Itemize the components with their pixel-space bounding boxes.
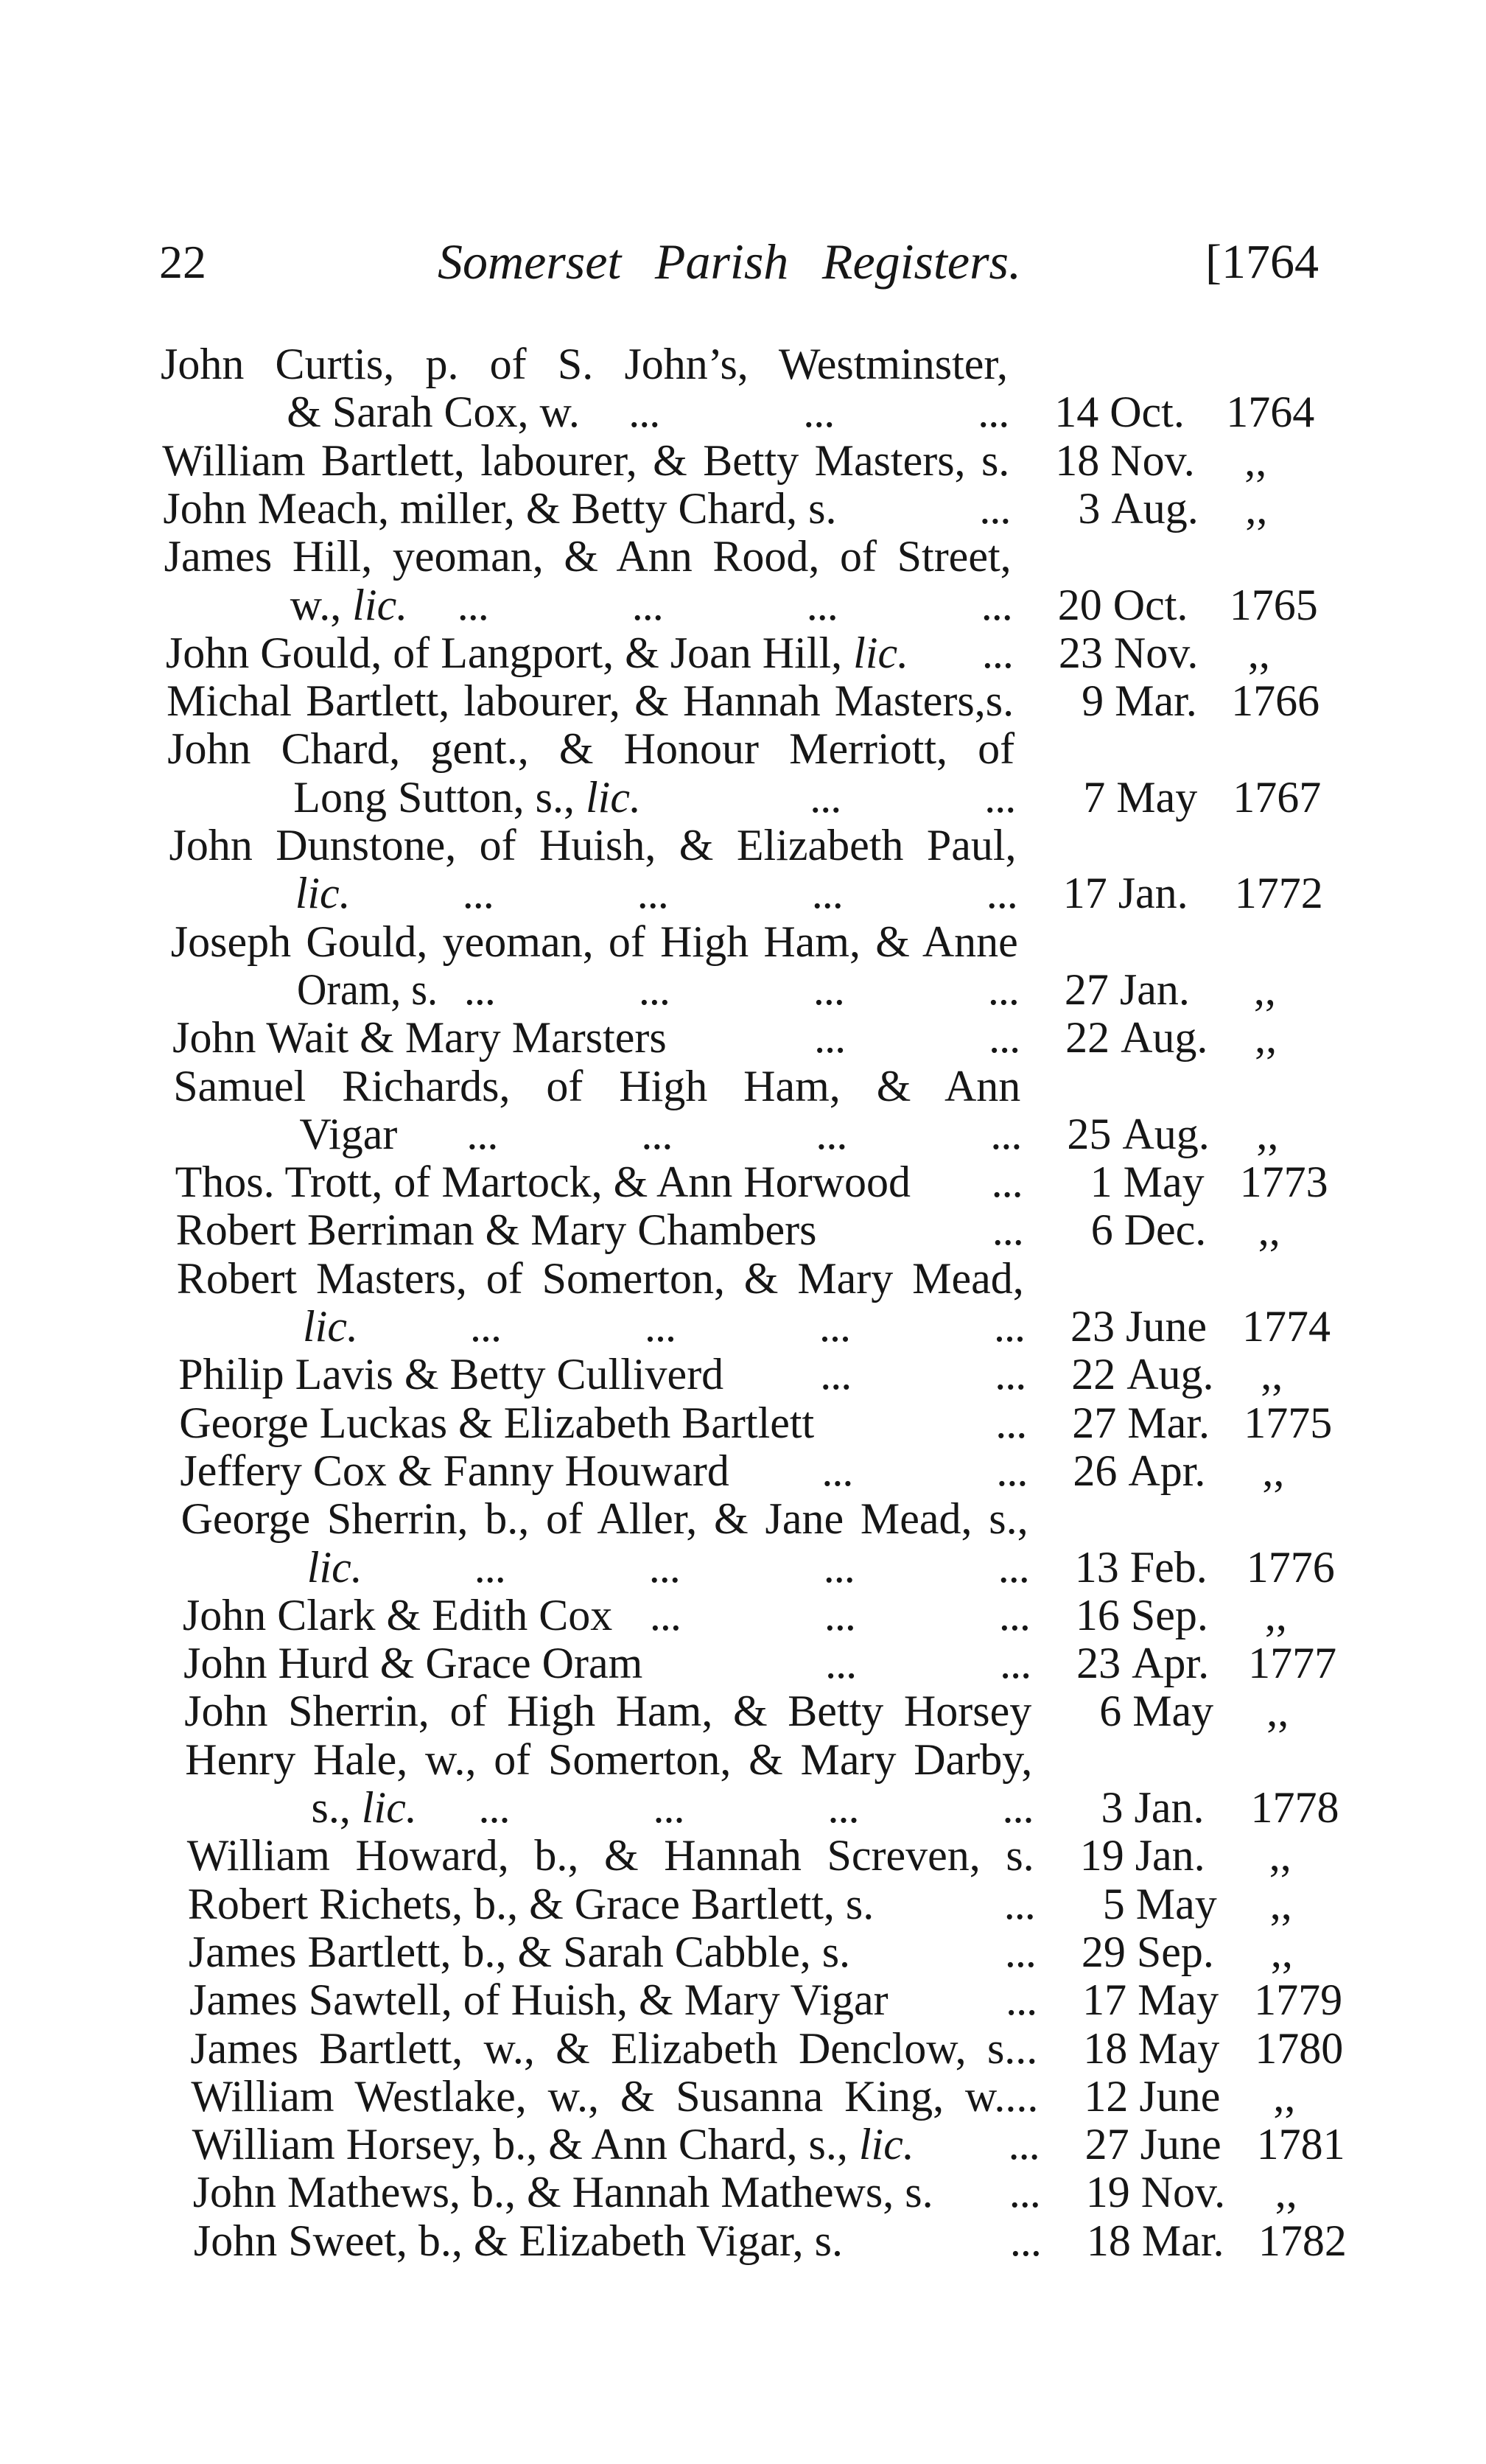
entry-names: Robert Richets, b., & Grace Bartlett, s. bbox=[187, 1879, 875, 1928]
dot-leader: ... bbox=[824, 1590, 855, 1639]
date-month: Mar. bbox=[1127, 1398, 1210, 1447]
entry-names: John Curtis, p. of S. John’s, Westminster, bbox=[161, 340, 1008, 388]
entry-text bbox=[295, 869, 351, 917]
date-day: 9 bbox=[1082, 676, 1104, 726]
entry-names: Philip Lavis & Betty Culliverd bbox=[178, 1350, 724, 1399]
licence-abbreviation: lic. bbox=[853, 628, 909, 677]
register-entry-line bbox=[188, 1880, 1367, 1928]
entry-text bbox=[185, 1736, 1032, 1784]
date-day: 14 bbox=[1054, 388, 1099, 437]
date-day: 27 bbox=[1064, 965, 1109, 1014]
date-year: 1775 bbox=[1244, 1398, 1333, 1447]
entry-text bbox=[162, 437, 1009, 485]
date-day: 6 bbox=[1099, 1687, 1122, 1736]
register-entry-line bbox=[187, 1832, 1366, 1880]
date-day: 23 bbox=[1070, 1302, 1115, 1351]
date-day: 12 bbox=[1084, 2071, 1129, 2121]
date-year: 1780 bbox=[1255, 2023, 1344, 2073]
entry-text bbox=[166, 629, 908, 677]
register-entry-line-continued bbox=[185, 1736, 1364, 1784]
register-entry-line bbox=[165, 581, 1344, 629]
entry-text bbox=[177, 1255, 1024, 1303]
date-day: 7 bbox=[1083, 772, 1106, 822]
date-month: May bbox=[1132, 1687, 1214, 1736]
register-entry-line bbox=[183, 1639, 1362, 1687]
entry-text bbox=[192, 2121, 914, 2169]
entry-text bbox=[181, 1495, 1028, 1543]
register-entry-line-continued bbox=[181, 1495, 1360, 1543]
register-entry-line bbox=[189, 1976, 1368, 2024]
date-month: Oct. bbox=[1112, 580, 1188, 629]
date-month: May bbox=[1116, 772, 1198, 822]
date-month: Jan. bbox=[1118, 869, 1188, 918]
dot-leader: ... bbox=[649, 1590, 681, 1639]
dot-leader: ... bbox=[1006, 1975, 1037, 2025]
entry-text bbox=[178, 1351, 723, 1399]
register-entry-line bbox=[189, 1928, 1367, 1976]
dot-leader: ... bbox=[648, 1542, 680, 1592]
date-day: 22 bbox=[1065, 1013, 1110, 1063]
entry-names: John Mathews, b., & Hannah Mathews, s. bbox=[192, 2168, 933, 2217]
entry-text bbox=[176, 1206, 817, 1254]
date-month: May bbox=[1123, 1158, 1205, 1207]
register-entry-line bbox=[190, 2025, 1369, 2073]
date-year: 1765 bbox=[1229, 580, 1318, 629]
dot-leader: ... bbox=[998, 1542, 1029, 1592]
dot-leader: ... bbox=[1009, 2168, 1040, 2217]
page-number: 22 bbox=[159, 236, 206, 288]
register-entry-line bbox=[194, 2217, 1373, 2265]
date-day: 22 bbox=[1071, 1350, 1116, 1399]
entry-text bbox=[303, 1303, 358, 1351]
date-month: Aug. bbox=[1111, 483, 1199, 533]
entry-names: Henry Hale, w., of Somerton, & Mary Darby, bbox=[185, 1735, 1033, 1784]
date-month: Jan. bbox=[1134, 1783, 1205, 1832]
dot-leader: ... bbox=[462, 869, 494, 918]
dot-leader: ... bbox=[457, 580, 488, 629]
date-year: 1774 bbox=[1242, 1302, 1331, 1351]
entry-text bbox=[290, 581, 407, 629]
ditto-mark: ,, bbox=[1255, 1013, 1278, 1063]
register-entry-line bbox=[180, 1447, 1359, 1495]
dot-leader: ... bbox=[816, 1109, 847, 1158]
register-entry-line bbox=[166, 629, 1345, 677]
entry-names: John Sherrin, of High Ham, & Betty Horsey bbox=[184, 1687, 1032, 1736]
date-month: May bbox=[1138, 2023, 1220, 2073]
ditto-mark: ,, bbox=[1261, 1350, 1283, 1399]
entry-names: James Sawtell, of Huish, & Mary Vigar bbox=[189, 1975, 889, 2025]
entry-names: Michal Bartlett, labourer, & Hannah Masters,s. bbox=[167, 676, 1014, 726]
entry-text bbox=[297, 966, 438, 1014]
entry-names: Vigar bbox=[299, 1109, 398, 1158]
date-day: 18 bbox=[1086, 2216, 1131, 2265]
entry-text bbox=[164, 533, 1012, 581]
date-month: Sep. bbox=[1130, 1590, 1208, 1639]
date-month: Feb. bbox=[1129, 1542, 1208, 1592]
entry-text bbox=[191, 2073, 1038, 2121]
entry-names: John Wait & Mary Marsters bbox=[172, 1013, 667, 1063]
licence-abbreviation: lic. bbox=[352, 580, 408, 629]
ditto-mark: ,, bbox=[1247, 628, 1270, 677]
dot-leader: ... bbox=[995, 1398, 1027, 1447]
date-day: 19 bbox=[1085, 2168, 1130, 2217]
ditto-mark: ,, bbox=[1275, 2168, 1297, 2217]
entry-text bbox=[163, 485, 836, 533]
dot-leader: ... bbox=[806, 580, 838, 629]
dot-leader: ... bbox=[994, 1302, 1025, 1351]
entry-names: Jeffery Cox & Fanny Houward bbox=[180, 1446, 729, 1495]
dot-leader: ... bbox=[996, 1446, 1028, 1495]
dot-leader: ... bbox=[466, 1109, 498, 1158]
register-entry-line bbox=[172, 966, 1350, 1014]
date-day: 18 bbox=[1083, 2023, 1128, 2073]
date-year: 1779 bbox=[1254, 1975, 1343, 2025]
licence-abbreviation: lic. bbox=[858, 2120, 914, 2169]
register-entry-line-continued bbox=[161, 340, 1339, 388]
entry-text bbox=[307, 1544, 362, 1592]
entry-names: & Sarah Cox, w. bbox=[287, 388, 580, 437]
dot-leader: ... bbox=[1004, 1927, 1036, 1976]
entry-names: William Bartlett, labourer, & Betty Masters, s. bbox=[162, 435, 1010, 485]
dot-leader: ... bbox=[641, 1109, 673, 1158]
entry-names: Joseph Gould, yeoman, of High Ham, & Anne bbox=[170, 917, 1018, 966]
date-month: Jan. bbox=[1119, 965, 1190, 1014]
date-year: 1766 bbox=[1231, 676, 1320, 726]
date-month: Sep. bbox=[1136, 1927, 1214, 1976]
register-entry-line bbox=[179, 1399, 1358, 1447]
entry-text bbox=[167, 725, 1014, 773]
dot-leader: ... bbox=[1008, 2120, 1040, 2169]
register-entry-line bbox=[182, 1544, 1361, 1592]
dot-leader: ... bbox=[827, 1783, 859, 1832]
date-year: 1781 bbox=[1256, 2120, 1345, 2169]
dot-leader: ... bbox=[995, 1350, 1026, 1399]
ditto-mark: ,, bbox=[1258, 1205, 1280, 1255]
register-entry-line bbox=[167, 677, 1345, 725]
entry-text bbox=[161, 340, 1008, 388]
register-entry-line-continued bbox=[169, 822, 1348, 869]
date-month: June bbox=[1139, 2071, 1221, 2121]
entry-names: Robert Masters, of Somerton, & Mary Mead, bbox=[176, 1253, 1024, 1303]
entry-names: John Dunstone, of Huish, & Elizabeth Paul, bbox=[169, 821, 1017, 869]
register-entry-line bbox=[175, 1158, 1354, 1206]
register-entry-line bbox=[161, 388, 1340, 436]
dot-leader: ... bbox=[814, 1013, 846, 1063]
entry-text bbox=[167, 677, 1014, 725]
entry-names: George Luckas & Elizabeth Bartlett bbox=[179, 1398, 815, 1447]
date-day: 20 bbox=[1057, 580, 1102, 629]
entry-names: William Horsey, b., & Ann Chard, s., bbox=[192, 2120, 859, 2169]
dot-leader: ... bbox=[825, 1639, 857, 1688]
date-month: May bbox=[1138, 1975, 1219, 2025]
date-day: 13 bbox=[1074, 1542, 1119, 1592]
dot-leader: ... bbox=[821, 1446, 853, 1495]
entry-text bbox=[312, 1784, 417, 1832]
date-day: 19 bbox=[1079, 1831, 1124, 1880]
entry-text bbox=[172, 1014, 667, 1062]
dot-leader: ... bbox=[998, 1590, 1030, 1639]
entry-text bbox=[190, 2025, 1037, 2073]
dot-leader: ... bbox=[811, 869, 843, 918]
date-month: Mar. bbox=[1141, 2216, 1224, 2265]
entry-text bbox=[187, 1832, 1034, 1880]
dot-leader: ... bbox=[478, 1783, 510, 1832]
ditto-mark: ,, bbox=[1256, 1109, 1279, 1158]
date-day: 16 bbox=[1075, 1590, 1120, 1639]
date-month: Jan. bbox=[1135, 1831, 1205, 1880]
date-day: 27 bbox=[1072, 1398, 1117, 1447]
entry-text bbox=[299, 1110, 397, 1158]
date-year: 1772 bbox=[1234, 869, 1323, 918]
entry-text bbox=[171, 918, 1018, 966]
dot-leader: ... bbox=[979, 483, 1011, 533]
entry-names: James Hill, yeoman, & Ann Rood, of Street, bbox=[164, 532, 1012, 581]
entry-names: William Howard, b., & Hannah Screven, s. bbox=[186, 1831, 1034, 1880]
entry-text bbox=[180, 1447, 729, 1495]
entry-text bbox=[193, 2169, 933, 2216]
date-day: 29 bbox=[1081, 1927, 1126, 1976]
entry-text bbox=[173, 1063, 1020, 1110]
register-entry-line-continued bbox=[164, 533, 1343, 581]
date-month: Dec. bbox=[1124, 1205, 1207, 1255]
entry-text bbox=[189, 1928, 850, 1976]
register-entry-line bbox=[162, 437, 1341, 485]
dot-leader: ... bbox=[645, 1302, 676, 1351]
ditto-mark: ,, bbox=[1269, 1879, 1292, 1928]
entry-text bbox=[188, 1880, 874, 1928]
entry-names: James Bartlett, b., & Sarah Cabble, s. bbox=[188, 1927, 851, 1976]
dot-leader: ... bbox=[987, 965, 1019, 1014]
dot-leader: ... bbox=[981, 628, 1013, 677]
date-year: 1776 bbox=[1246, 1542, 1335, 1592]
date-day: 3 bbox=[1101, 1783, 1124, 1832]
register-entry-line-continued bbox=[171, 918, 1350, 966]
entry-names: James Bartlett, w., & Elizabeth Denclow, s... bbox=[190, 2023, 1038, 2073]
date-day: 23 bbox=[1076, 1639, 1121, 1688]
entry-text bbox=[184, 1687, 1031, 1735]
licence-abbreviation: lic. bbox=[303, 1302, 358, 1351]
ditto-mark: ,, bbox=[1269, 1831, 1292, 1880]
entry-names: Long Sutton, s., bbox=[293, 772, 586, 822]
entry-names: John Gould, of Langport, & Joan Hill, bbox=[165, 628, 854, 677]
entry-names: John Hurd & Grace Oram bbox=[183, 1639, 643, 1688]
entry-text bbox=[183, 1639, 642, 1687]
register-entry-line-continued bbox=[173, 1063, 1352, 1110]
year-marker: [1764 bbox=[1205, 235, 1319, 289]
entry-text bbox=[293, 774, 641, 822]
date-month: Nov. bbox=[1113, 628, 1199, 677]
entry-names: John Chard, gent., & Honour Merriott, of bbox=[167, 724, 1015, 774]
date-year: 1778 bbox=[1250, 1783, 1339, 1832]
dot-leader: ... bbox=[474, 1542, 505, 1592]
ditto-mark: ,, bbox=[1266, 1687, 1289, 1736]
date-month: Aug. bbox=[1121, 1013, 1208, 1063]
dot-leader: ... bbox=[986, 869, 1017, 918]
dot-leader: ... bbox=[810, 772, 841, 822]
date-month: Nov. bbox=[1140, 2168, 1226, 2217]
date-year: 1782 bbox=[1258, 2216, 1347, 2265]
register-entry-line bbox=[176, 1206, 1355, 1254]
dot-leader: ... bbox=[984, 772, 1016, 822]
date-day: 3 bbox=[1078, 483, 1101, 533]
running-title: Somerset Parish Registers. bbox=[438, 234, 1021, 290]
date-year: 1773 bbox=[1239, 1158, 1328, 1207]
entry-text bbox=[169, 822, 1017, 869]
ditto-mark: ,, bbox=[1273, 2071, 1296, 2121]
date-day: 5 bbox=[1102, 1879, 1125, 1928]
date-day: 27 bbox=[1084, 2120, 1129, 2169]
entry-text bbox=[194, 2217, 843, 2265]
date-day: 17 bbox=[1082, 1975, 1127, 2025]
date-month: Apr. bbox=[1132, 1639, 1210, 1688]
ditto-mark: ,, bbox=[1264, 1590, 1287, 1639]
licence-abbreviation: lic. bbox=[586, 772, 641, 822]
date-month: Aug. bbox=[1126, 1350, 1214, 1399]
date-day: 6 bbox=[1090, 1205, 1113, 1255]
register-entry-line bbox=[186, 1784, 1365, 1832]
register-entry-line bbox=[178, 1303, 1356, 1351]
register-entry-line-continued bbox=[177, 1255, 1356, 1303]
register-entry-line bbox=[170, 869, 1349, 917]
ditto-mark: ,, bbox=[1245, 483, 1268, 533]
register-entry-line bbox=[184, 1687, 1363, 1735]
entry-names: Oram, s. bbox=[296, 965, 438, 1014]
ditto-mark: ,, bbox=[1244, 435, 1267, 485]
entry-names: s., bbox=[311, 1783, 362, 1832]
dot-leader: ... bbox=[1000, 1639, 1031, 1688]
licence-abbreviation: lic. bbox=[295, 869, 351, 918]
dot-leader: ... bbox=[1003, 1879, 1035, 1928]
date-year: 1777 bbox=[1248, 1639, 1337, 1688]
dot-leader: ... bbox=[820, 1350, 852, 1399]
register-entry-line bbox=[193, 2169, 1372, 2216]
register-entry-line bbox=[168, 774, 1347, 822]
dot-leader: ... bbox=[631, 580, 663, 629]
dot-leader: ... bbox=[981, 580, 1012, 629]
date-day: 17 bbox=[1062, 869, 1107, 918]
dot-leader: ... bbox=[819, 1302, 850, 1351]
licence-abbreviation: lic. bbox=[361, 1783, 417, 1832]
dot-leader: ... bbox=[990, 1109, 1022, 1158]
licence-abbreviation: lic. bbox=[306, 1542, 362, 1592]
entry-text bbox=[189, 1976, 889, 2024]
dot-leader: ... bbox=[1002, 1783, 1034, 1832]
dot-leader: ... bbox=[992, 1205, 1023, 1255]
date-month: May bbox=[1135, 1879, 1217, 1928]
date-year: 1767 bbox=[1233, 772, 1322, 822]
dot-leader: ... bbox=[991, 1158, 1023, 1207]
register-entry-line bbox=[174, 1110, 1353, 1158]
entry-names: Robert Berriman & Mary Chambers bbox=[175, 1205, 817, 1255]
date-year: 1764 bbox=[1226, 388, 1315, 437]
entry-names: John Meach, miller, & Betty Chard, s. bbox=[163, 483, 837, 533]
date-month: Apr. bbox=[1128, 1446, 1206, 1495]
entry-text bbox=[179, 1399, 814, 1447]
date-month: Oct. bbox=[1110, 388, 1185, 437]
ditto-mark: ,, bbox=[1270, 1927, 1293, 1976]
dot-leader: ... bbox=[989, 1013, 1020, 1063]
dot-leader: ... bbox=[813, 965, 844, 1014]
entry-names: John Sweet, b., & Elizabeth Vigar, s. bbox=[193, 2216, 843, 2265]
dot-leader: ... bbox=[470, 1302, 501, 1351]
register-entry-line bbox=[192, 2121, 1371, 2169]
date-day: 1 bbox=[1090, 1158, 1112, 1207]
entry-names: John Clark & Edith Cox bbox=[182, 1590, 613, 1639]
dot-leader: ... bbox=[638, 965, 670, 1014]
register-entry-line bbox=[191, 2073, 1370, 2121]
entry-names: William Westlake, w., & Susanna King, w.... bbox=[191, 2071, 1039, 2121]
date-month: Aug. bbox=[1122, 1109, 1210, 1158]
dot-leader: ... bbox=[653, 1783, 684, 1832]
date-month: June bbox=[1126, 1302, 1207, 1351]
entry-text bbox=[287, 388, 580, 436]
date-month: Nov. bbox=[1110, 435, 1195, 485]
entry-text bbox=[175, 1158, 911, 1206]
dot-leader: ... bbox=[803, 388, 835, 437]
dot-leader: ... bbox=[823, 1542, 855, 1592]
dot-leader: ... bbox=[1009, 2216, 1041, 2265]
date-month: Mar. bbox=[1115, 676, 1197, 726]
dot-leader: ... bbox=[463, 965, 495, 1014]
entry-names: w., bbox=[290, 580, 353, 629]
date-day: 18 bbox=[1055, 435, 1100, 485]
register-entry-line bbox=[178, 1351, 1357, 1399]
ditto-mark: ,, bbox=[1262, 1446, 1285, 1495]
date-day: 23 bbox=[1058, 628, 1103, 677]
register-entry-line bbox=[172, 1014, 1351, 1062]
entry-names: Thos. Trott, of Martock, & Ann Horwood bbox=[175, 1158, 911, 1207]
register-entry-line bbox=[163, 485, 1342, 533]
entry-names: Samuel Richards, of High Ham, & Ann bbox=[173, 1061, 1021, 1110]
date-day: 25 bbox=[1067, 1109, 1112, 1158]
dot-leader: ... bbox=[628, 388, 660, 437]
dot-leader: ... bbox=[637, 869, 668, 918]
register-entry-line-continued bbox=[167, 725, 1346, 773]
entry-names: George Sherrin, b., of Aller, & Jane Mead, s., bbox=[181, 1494, 1028, 1544]
register-entry-line bbox=[183, 1592, 1361, 1639]
date-day: 26 bbox=[1073, 1446, 1118, 1495]
date-month: June bbox=[1140, 2120, 1222, 2169]
entry-text bbox=[183, 1592, 612, 1639]
dot-leader: ... bbox=[978, 388, 1009, 437]
ditto-mark: ,, bbox=[1253, 965, 1276, 1014]
